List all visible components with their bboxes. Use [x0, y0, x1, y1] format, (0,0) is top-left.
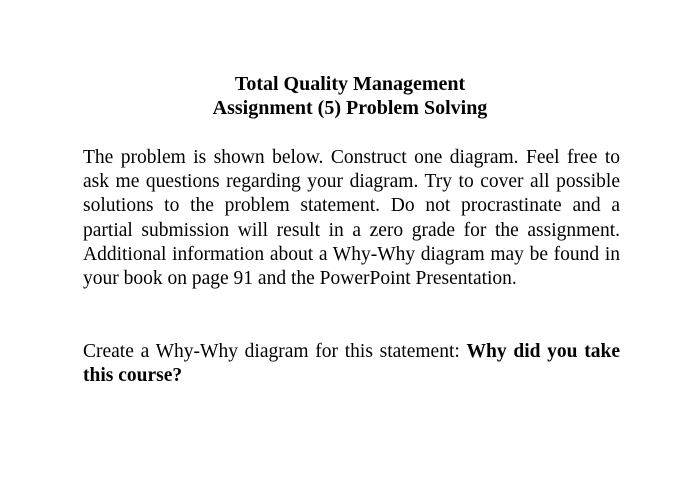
task-lead-text: Create a Why-Why diagram for this statement:	[83, 341, 467, 362]
course-title: Total Quality Management	[234, 73, 466, 95]
task-paragraph	[83, 340, 620, 388]
assignment-title: Assignment (5) Problem Solving	[212, 97, 488, 119]
task-question: Why did you take this course?	[83, 341, 621, 387]
instructions-paragraph: The problem is shown below. Construct one diagram. Feel free to ask me questions regarding your diagram. Try to cover all possible solutions to the problem statement. Do not procrastinate and a partial submission will result in a zero grade for the assignment. Additional information about a Why-Why diagram may be found in your book on page 91 and the PowerPoint Presentation.	[83, 147, 620, 290]
document-title	[0, 72, 700, 120]
